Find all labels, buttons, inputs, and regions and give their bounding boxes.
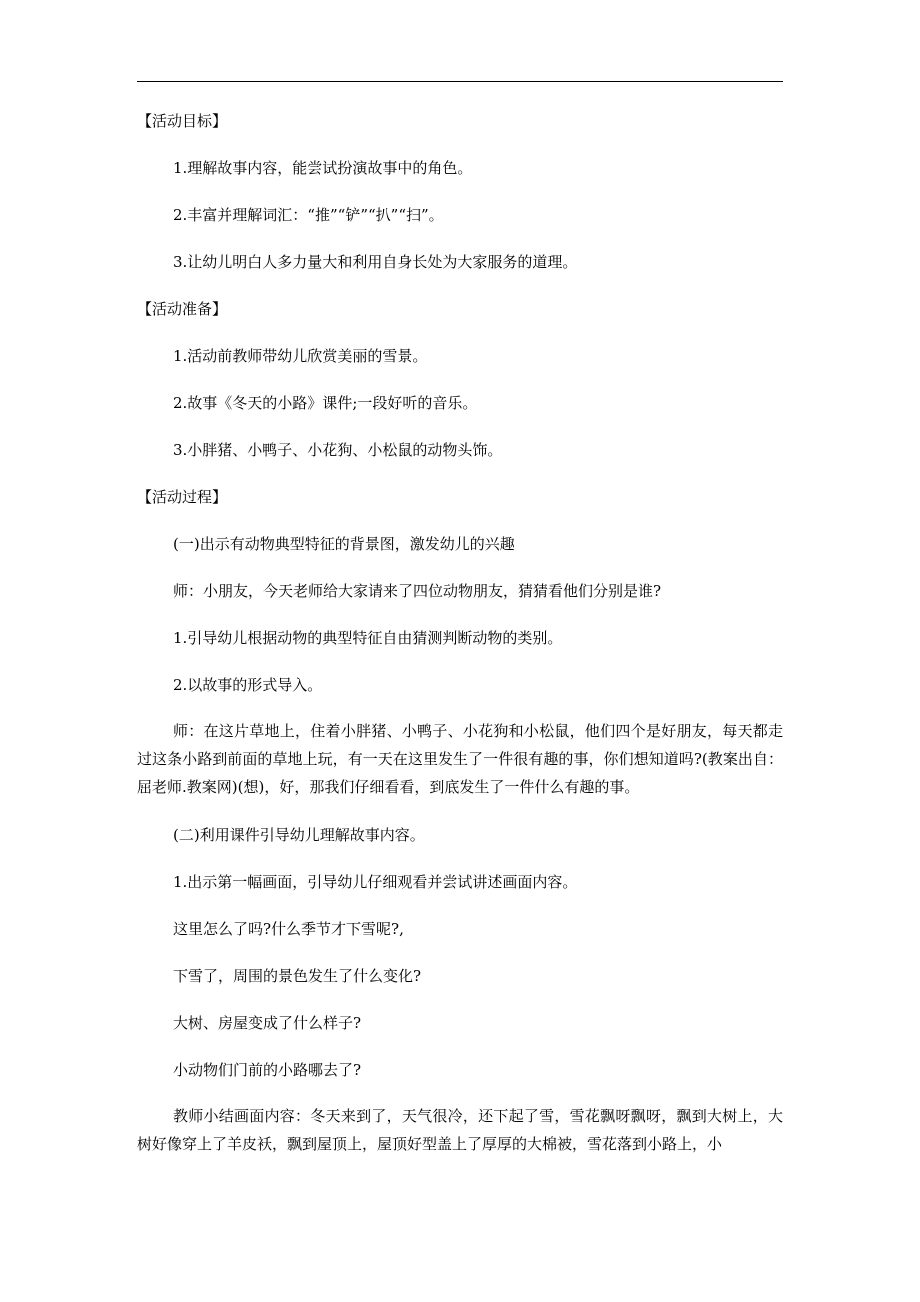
paragraph: 2.以故事的形式导入。 [173,676,323,694]
paragraph: 1.引导幼儿根据动物的典型特征自由猜测判断动物的类别。 [173,629,563,647]
paragraph: 师：小朋友，今天老师给大家请来了四位动物朋友，猜猜看他们分别是谁? [173,582,662,600]
document-body [137,108,783,1179]
header-rule [137,81,783,82]
paragraph-multiline: 师：在这片草地上，住着小胖猪、小鸭子、小花狗和小松鼠，他们四个是好朋友，每天都走过这条小路到前面的草地上玩，有一天在这里发生了一件很有趣的事，你们想知道吗?(教案出自：屈老师.教案网)(想)，好，那我们仔细看看，到底发生了一件什么有趣的事。 [137,722,783,796]
section-heading-preparation: 【活动准备】 [137,300,228,318]
paragraph: 1.活动前教师带幼儿欣赏美丽的雪景。 [173,347,428,365]
paragraph: 3.小胖猪、小鸭子、小花狗、小松鼠的动物头饰。 [173,441,503,459]
paragraph: 2.故事《冬天的小路》课件;一段好听的音乐。 [173,394,478,412]
paragraph: 下雪了，周围的景色发生了什么变化? [173,967,422,985]
paragraph: 小动物们门前的小路哪去了? [173,1061,362,1079]
paragraph: 1.理解故事内容，能尝试扮演故事中的角色。 [173,159,473,177]
section-heading-process: 【活动过程】 [137,488,228,506]
paragraph: 2.丰富并理解词汇：“推”“铲”“扒”“扫”。 [173,206,444,224]
paragraph: 1.出示第一幅画面，引导幼儿仔细观看并尝试讲述画面内容。 [173,873,578,891]
paragraph: 3.让幼儿明白人多力量大和利用自身长处为大家服务的道理。 [173,253,578,271]
paragraph: (二)利用课件引导幼儿理解故事内容。 [173,826,425,844]
paragraph-multiline: 教师小结画面内容：冬天来到了，天气很冷，还下起了雪，雪花飘呀飘呀，飘到大树上，大树好像穿上了羊皮袄，飘到屋顶上，屋顶好型盖上了厚厚的大棉被，雪花落到小路上，小 [137,1107,783,1153]
paragraph: 大树、房屋变成了什么样子? [173,1014,362,1032]
paragraph: (一)出示有动物典型特征的背景图，激发幼儿的兴趣 [173,535,515,553]
paragraph: 这里怎么了吗?什么季节才下雪呢?, [173,920,404,938]
section-heading-goals: 【活动目标】 [137,112,228,130]
